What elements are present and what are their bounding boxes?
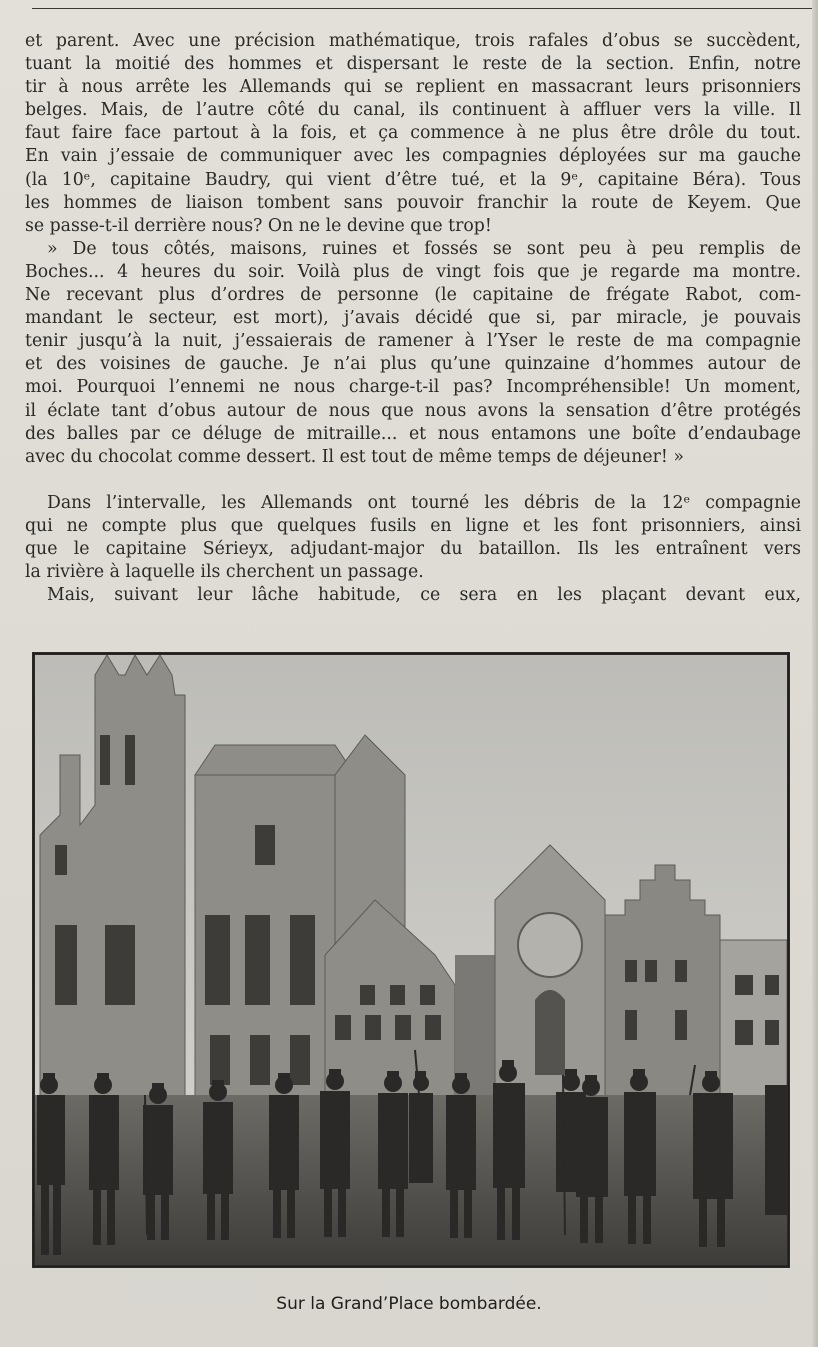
top-rule [32,8,818,9]
text-line: qui ne compte plus que quelques fusils en ligne et les font prisonniers, ainsi [25,515,801,536]
text-line: des balles par ce déluge de mitraille... et nous entamons une boîte d’endaubage [25,423,801,444]
paragraph-3 [25,492,801,515]
text-line: tuant la moitié des hommes et dispersant le reste de la section. Enfin, notre [25,54,801,75]
text-line: il éclate tant d’obus autour de nous que nous avons la sensation d’être protégés [25,400,801,421]
text-line: tenir jusqu’à la nuit, j’essaierais de ramener à l’Yser le reste de ma compagnie [25,331,801,352]
text-line: Dans l’intervalle, les Allemands ont tourné les débris de la 12ᵉ compagnie [47,492,801,513]
text-line: faut faire face partout à la fois, et ça commence à ne plus être drôle du tout. [25,123,801,144]
text-line: avec du chocolat comme dessert. Il est tout de même temps de déjeuner! » [25,446,684,467]
text-line: belges. Mais, de l’autre côté du canal, ils continuent à affluer vers la ville. Il [25,100,801,121]
text-line: se passe-t-il derrière nous? On ne le devine que trop! [25,215,492,236]
text-line: Mais, suivant leur lâche habitude, ce sera en les plaçant devant eux, [47,585,801,606]
text-line: et parent. Avec une précision mathématique, trois rafales d’obus se succèdent, [25,31,801,51]
paragraph-4 [25,584,801,607]
text-line: mandant le secteur, est mort), j’avais décidé que si, par miracle, je pouvais [25,308,801,329]
paragraph-1 [25,30,801,238]
text-line: que le capitaine Sérieyx, adjudant-major du bataillon. Ils les entraînent vers [25,538,801,559]
text-line: tir à nous arrête les Allemands qui se replient en massacrant leurs prisonniers [25,77,801,98]
photograph [32,652,790,1268]
page-edge-shadow [812,0,818,1347]
grand-place-photo [35,655,787,1265]
text-line: (la 10ᵉ, capitaine Baudry, qui vient d’être tué, et la 9ᵉ, capitaine Béra). Tous [25,169,801,190]
gothic-arch [535,990,565,1075]
rose-window [518,913,582,977]
text-line: Ne recevant plus d’ordres de personne (le capitaine de frégate Rabot, com- [25,285,801,306]
text-line: moi. Pourquoi l’ennemi ne nous charge-t-il pas? Incompréhensible! Un moment, [25,377,801,398]
article-text [25,30,801,607]
paragraph-2-body [25,261,801,469]
text-line: et des voisines de gauche. Je n’ai plus qu’une quinzaine d’hommes autour de [25,354,801,375]
text-line: les hommes de liaison tombent sans pouvoir franchir la route de Keyem. Que [25,192,801,213]
photo-caption: Sur la Grand’Place bombardée. [276,1294,542,1314]
text-line: la rivière à laquelle ils cherchent un passage. [25,562,424,583]
text-line: » De tous côtés, maisons, ruines et fossés se sont peu à peu remplis de [47,238,801,259]
paragraph-2 [25,238,801,261]
text-line: En vain j’essaie de communiquer avec les compagnies déployées sur ma gauche [25,146,801,167]
text-line: Boches... 4 heures du soir. Voilà plus de vingt fois que je regarde ma montre. [25,261,801,282]
paragraph-3-body [25,515,801,584]
